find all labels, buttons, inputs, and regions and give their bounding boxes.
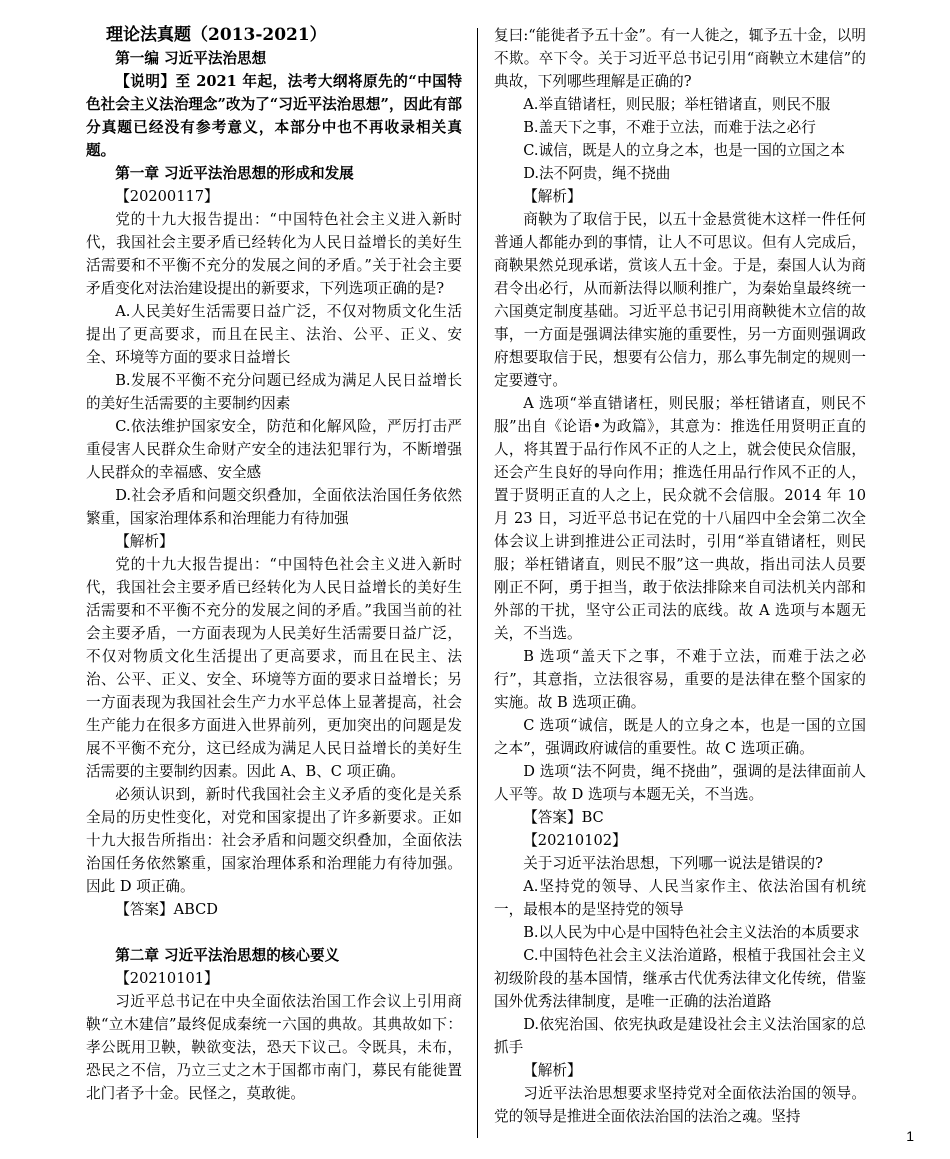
- left-column: [86, 24, 462, 1105]
- paragraph: 【20200117】: [115, 188, 219, 205]
- paragraph: A 选项“举直错诸枉，则民服；举枉错诸直，则民不服”出自《论语•为政篇》，其意为：推选任用贤明正直的人，将其置于品行作风不正的人之上，就会使民众信服，还会产生良好的导向作用；推选任用品行作风不正的人，置于贤明正直的人之上，民众就不会信服。2014 年 10 月 23 日，习近平总书记在党的十八届四中全会第二次全体会议上讲到推进公正司法时，引用“举直错诸枉，则民服；举枉错诸直，则民不服”这一典故，指出司法人员要刚正不阿，勇于担当，敢于依法排除来自司法机关内部和外部的干扰，坚守公正司法的底线。故 A 选项与本题无关，不当选。: [494, 395, 866, 642]
- paragraph: C 选项“诚信，既是人的立身之本，也是一国的立国之本”，强调政府诚信的重要性。故 C 选项正确。: [494, 717, 866, 757]
- paragraph: A.坚持党的领导、人民当家作主、依法治国有机统一，最根本的是坚持党的领导: [494, 878, 866, 918]
- column-divider: [477, 28, 478, 1138]
- paragraph: B.发展不平衡不充分问题已经成为满足人民日益增长的美好生活需要的主要制约因素: [86, 372, 462, 412]
- page-title: 理论法真题（2013-2021）: [106, 25, 327, 45]
- paragraph: 【20210102】: [523, 832, 627, 849]
- paragraph: 第一编 习近平法治思想: [115, 50, 267, 67]
- paragraph: 关于习近平法治思想，下列哪一说法是错误的?: [523, 855, 823, 872]
- paragraph: 必须认识到，新时代我国社会主义矛盾的变化是关系全局的历史性变化，对党和国家提出了许多新要求。正如十九大报告所指出：社会矛盾和问题交织叠加，全面依法治国任务依然繁重，国家治理体系和治理能力有待加强。因此 D 项正确。: [86, 786, 462, 895]
- paragraph: 党的十九大报告提出：“中国特色社会主义进入新时代，我国社会主要矛盾已经转化为人民日益增长的美好生活需要和不平衡不充分的发展之间的矛盾。”我国当前的社会主要矛盾，一方面表现为人民美好生活需要日益广泛，不仅对物质文化生活提出了更高要求，而且在民主、法治、公平、正义、安全、环境等方面的要求日益增长；另一方面表现为我国社会生产力水平总体上显著提高，社会生产能力在很多方面进入世界前列，更加突出的问题是发展不平衡不充分，这已经成为满足人民日益增长的美好生活需要的主要制约因素。因此 A、B、C 项正确。: [86, 556, 462, 780]
- paragraph: A.人民美好生活需要日益广泛，不仅对物质文化生活提出了更高要求，而且在民主、法治、公平、正义、安全、环境等方面的要求日益增长: [86, 303, 462, 366]
- paragraph: C.中国特色社会主义法治道路，根植于我国社会主义初级阶段的基本国情，继承古代优秀法律文化传统，借鉴国外优秀法律制度，是唯一正确的法治道路: [494, 947, 866, 1010]
- paragraph: 【解析】: [115, 533, 174, 550]
- paragraph: 【解析】: [523, 188, 582, 205]
- paragraph: C.诚信，既是人的立身之本，也是一国的立国之本: [523, 142, 845, 159]
- page-number: 1: [906, 1128, 914, 1144]
- right-column: [494, 24, 866, 1128]
- paragraph: 习近平总书记在中央全面依法治国工作会议上引用商鞅“立木建信”最终促成秦统一六国的典故。其典故如下：孝公既用卫鞅，鞅欲变法，恐天下议己。令既具，未布，恐民之不信，乃立三丈之木于国都市南门，募民有能徙置北门者予十金。民怪之，莫敢徙。: [86, 993, 462, 1102]
- paragraph: D.社会矛盾和问题交织叠加，全面依法治国任务依然繁重，国家治理体系和治理能力有待加强: [86, 487, 462, 527]
- paragraph: 商鞅为了取信于民，以五十金悬赏徙木这样一件任何普通人都能办到的事情，让人不可思议。但有人完成后，商鞅果然兑现承诺，赏该人五十金。于是，秦国人认为商君令出必行，从而新法得以顺利推广，为秦始皇最终统一六国奠定制度基础。习近平总书记引用商鞅徙木立信的故事，一方面是强调法律实施的重要性，另一方面则强调政府想要取信于民，想要有公信力，那么事先制定的规则一定要遵守。: [494, 211, 866, 389]
- paragraph: 党的十九大报告提出：“中国特色社会主义进入新时代，我国社会主要矛盾已经转化为人民日益增长的美好生活需要和不平衡不充分的发展之间的矛盾。”关于社会主要矛盾变化对法治建设提出的新要求，下列选项正确的是?: [86, 211, 462, 297]
- paragraph: 【20210101】: [115, 970, 219, 987]
- paragraph: C.依法维护国家安全，防范和化解风险，严厉打击严重侵害人民群众生命财产安全的违法犯罪行为，不断增强人民群众的幸福感、安全感: [86, 418, 462, 481]
- paragraph: 习近平法治思想要求坚持党对全面依法治国的领导。党的领导是推进全面依法治国的法治之魂。坚持: [494, 1085, 866, 1125]
- paragraph: A.举直错诸枉，则民服；举枉错诸直，则民不服: [523, 96, 831, 113]
- paragraph: 第一章 习近平法治思想的形成和发展: [115, 165, 354, 182]
- paragraph: B.盖天下之事，不难于立法，而难于法之必行: [523, 119, 816, 136]
- paragraph: 【答案】ABCD: [115, 901, 218, 918]
- paragraph: 复曰:“能徙者予五十金”。有一人徙之，辄予五十金，以明不欺。卒下令。关于习近平总书记引用“商鞅立木建信”的典故，下列哪些理解是正确的?: [494, 27, 866, 90]
- paragraph: D 选项“法不阿贵，绳不挠曲”，强调的是法律面前人人平等。故 D 选项与本题无关，不当选。: [494, 763, 866, 803]
- paragraph: D.法不阿贵，绳不挠曲: [523, 165, 671, 182]
- paragraph: 第二章 习近平法治思想的核心要义: [115, 947, 340, 964]
- paragraph: D.依宪治国、依宪执政是建设社会主义法治国家的总抓手: [494, 1016, 866, 1056]
- blank-line: [86, 921, 462, 944]
- paragraph: B.以人民为中心是中国特色社会主义法治的本质要求: [523, 924, 860, 941]
- paragraph: 【说明】至 2021 年起，法考大纲将原先的“中国特色社会主义法治理念”改为了“习近平法治思想”，因此有部分真题已经没有参考意义，本部分中也不再收录相关真题。: [86, 73, 462, 159]
- paragraph: B 选项“盖天下之事，不难于立法，而难于法之必行”，其意指，立法很容易，重要的是法律在整个国家的实施。故 B 选项正确。: [494, 648, 866, 711]
- paragraph: 【解析】: [523, 1062, 582, 1079]
- paragraph: 【答案】BC: [523, 809, 604, 826]
